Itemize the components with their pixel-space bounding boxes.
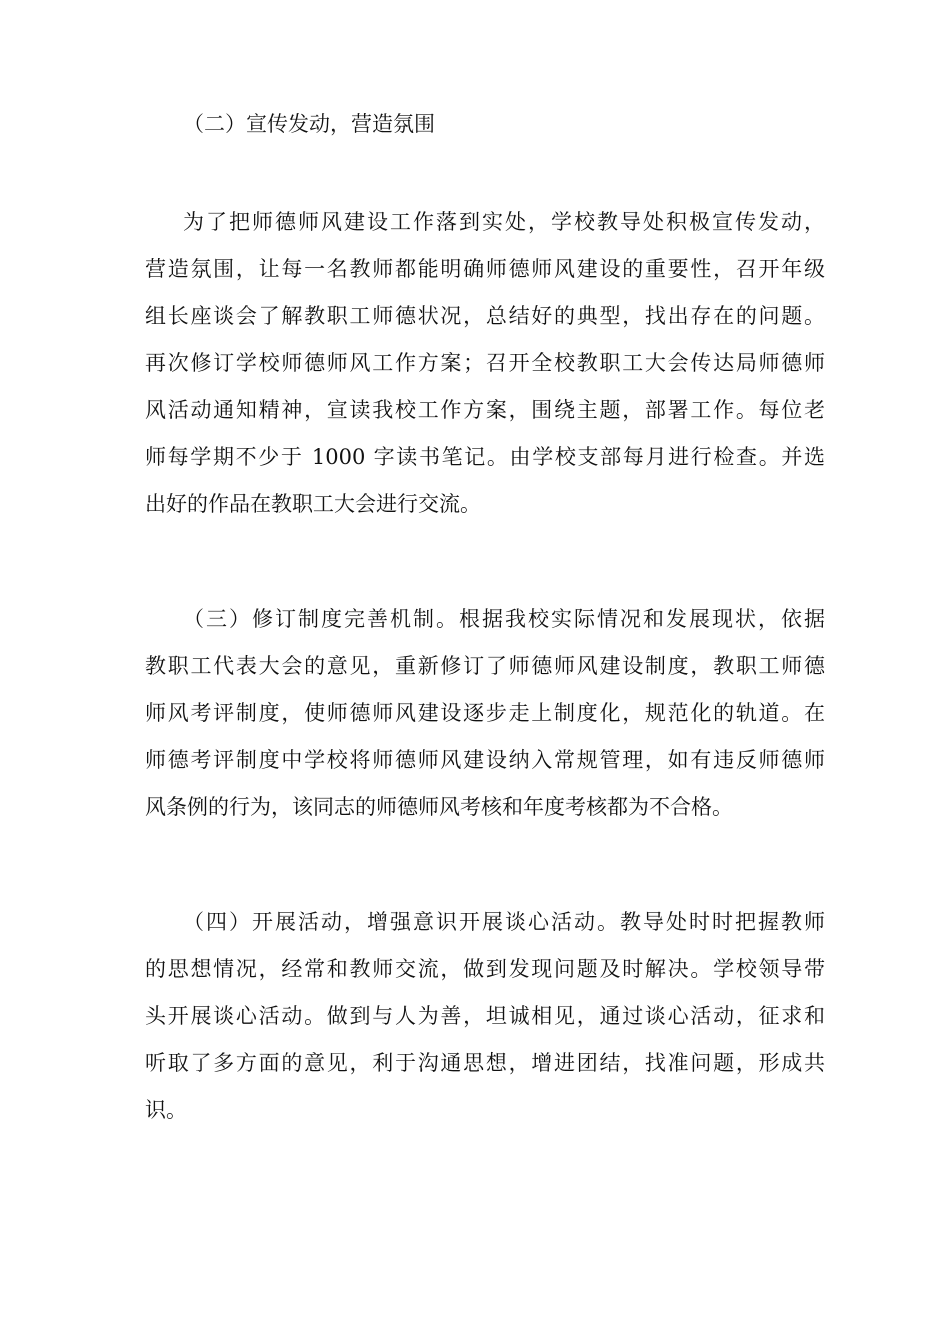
paragraph-line: 听取了多方面的意见，利于沟通思想，增进团结，找准问题，形成共 [145,1051,825,1075]
paragraph-line: 出好的作品在教职工大会进行交流。 [145,492,481,516]
paragraph-line: 教职工代表大会的意见，重新修订了师德师风建设制度，教职工师德 [145,654,825,678]
paragraph-line: 组长座谈会了解教职工师德状况，总结好的典型，找出存在的问题。 [145,304,825,328]
paragraph-line: 营造氛围，让每一名教师都能明确师德师风建设的重要性，召开年级 [145,257,825,281]
paragraph-line: 风活动通知精神，宣读我校工作方案，围绕主题，部署工作。每位老 [145,398,825,422]
paragraph-line: 师风考评制度，使师德师风建设逐步走上制度化，规范化的轨道。在 [145,701,825,725]
paragraph-line: 师德考评制度中学校将师德师风建设纳入常规管理，如有违反师德师 [145,748,825,772]
section-2-heading: （二）宣传发动，营造氛围 [183,112,435,136]
paragraph-line: 再次修订学校师德师风工作方案；召开全校教职工大会传达局师德师 [145,351,825,375]
paragraph-line: 为了把师德师风建设工作落到实处，学校教导处积极宣传发动， [183,210,825,234]
paragraph-line: 头开展谈心活动。做到与人为善，坦诚相见，通过谈心活动，征求和 [145,1004,825,1028]
paragraph-line: 识。 [145,1098,187,1122]
paragraph-line: 的思想情况，经常和教师交流，做到发现问题及时解决。学校领导带 [145,957,825,981]
paragraph-line: （四）开展活动，增强意识开展谈心活动。教导处时时把握教师 [183,910,825,934]
paragraph-line: （三）修订制度完善机制。根据我校实际情况和发展现状，依据 [183,607,825,631]
paragraph-line: 师每学期不少于 1000 字读书笔记。由学校支部每月进行检查。并选 [145,445,825,469]
paragraph-line: 风条例的行为，该同志的师德师风考核和年度考核都为不合格。 [145,795,733,819]
